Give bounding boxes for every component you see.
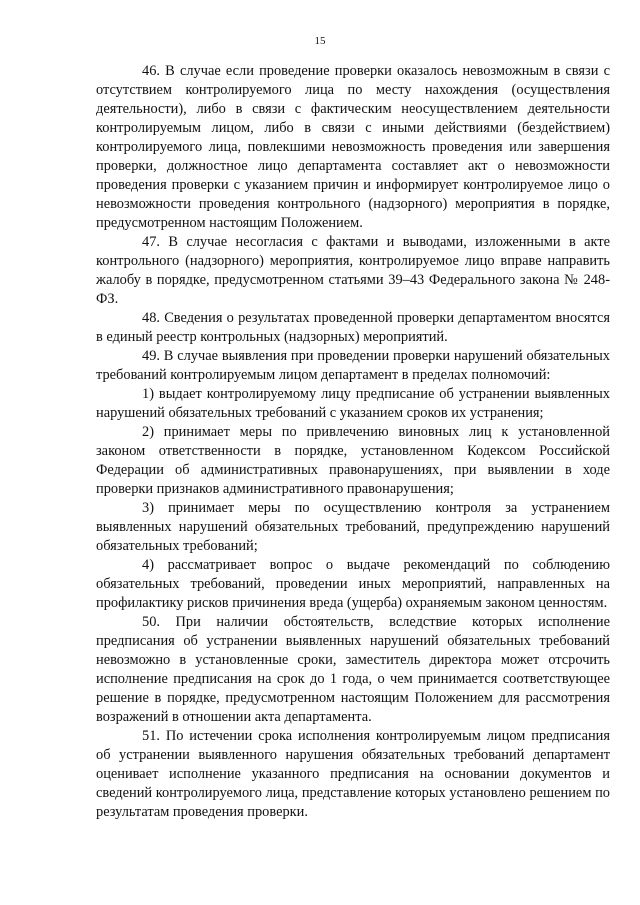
document-body — [96, 62, 610, 822]
paragraph-49-item-3: 3) принимает меры по осуществлению контроля за устранением выявленных нарушений обязательных требований, предупреждению нарушений обязательных требований; — [96, 500, 610, 554]
paragraph-48: 48. Сведения о результатах проведенной проверки департаментом вносятся в единый реестр контрольных (надзорных) мероприятий. — [96, 310, 610, 345]
paragraph-49-item-1: 1) выдает контролируемому лицу предписание об устранении выявленных нарушений обязательных требований с указанием сроков их устранения; — [96, 386, 610, 421]
paragraph-49: 49. В случае выявления при проведении проверки нарушений обязательных требований контролируемым лицом департамент в пределах полномочий: — [96, 348, 610, 383]
page-number: 15 — [314, 35, 326, 47]
paragraph-49-item-4: 4) рассматривает вопрос о выдаче рекомендаций по соблюдению обязательных требований, проведении иных мероприятий, направленных на профилактику рисков причинения вреда (ущерба) охраняемым законом ценностям. — [96, 557, 610, 611]
paragraph-49-item-2: 2) принимает меры по привлечению виновных лиц к установленной законом ответственности в порядке, установленном Кодексом Российской Федерации об административных правонарушениях, при выявлении в ходе проверки признаков административного правонарушения; — [96, 424, 610, 497]
paragraph-51: 51. По истечении срока исполнения контролируемым лицом предписания об устранении выявленного нарушения обязательных требований департамент оценивает исполнение указанного предписания на основании документов и сведений контролируемого лица, представление которых установлено решением по результатам проведения проверки. — [96, 728, 610, 820]
paragraph-46: 46. В случае если проведение проверки оказалось невозможным в связи с отсутствием контролируемого лица по месту нахождения (осуществления деятельности), либо в связи с фактическим неосуществлением деятельности контролируемым лицом, либо в связи с иными действиями (бездействием) контролируемого лица, повлекшими невозможность проведения или завершения проверки, должностное лицо департамента составляет акт о невозможности проведения проверки с указанием причин и информирует контролируемое лицо о невозможности проведения контрольного (надзорного) мероприятия в порядке, предусмотренном настоящим Положением. — [96, 63, 610, 231]
paragraph-47: 47. В случае несогласия с фактами и выводами, изложенными в акте контрольного (надзорного) мероприятия, контролируемое лицо вправе направить жалобу в порядке, предусмотренном статьями 39–43 Федерального закона № 248-ФЗ. — [96, 234, 610, 307]
paragraph-50: 50. При наличии обстоятельств, вследствие которых исполнение предписания об устранении выявленных нарушений обязательных требований невозможно в установленные сроки, заместитель директора может отсрочить исполнение предписания на срок до 1 года, о чем принимается соответствующее решение в порядке, предусмотренном настоящим Положением для рассмотрения возражений в отношении акта департамента. — [96, 614, 610, 725]
